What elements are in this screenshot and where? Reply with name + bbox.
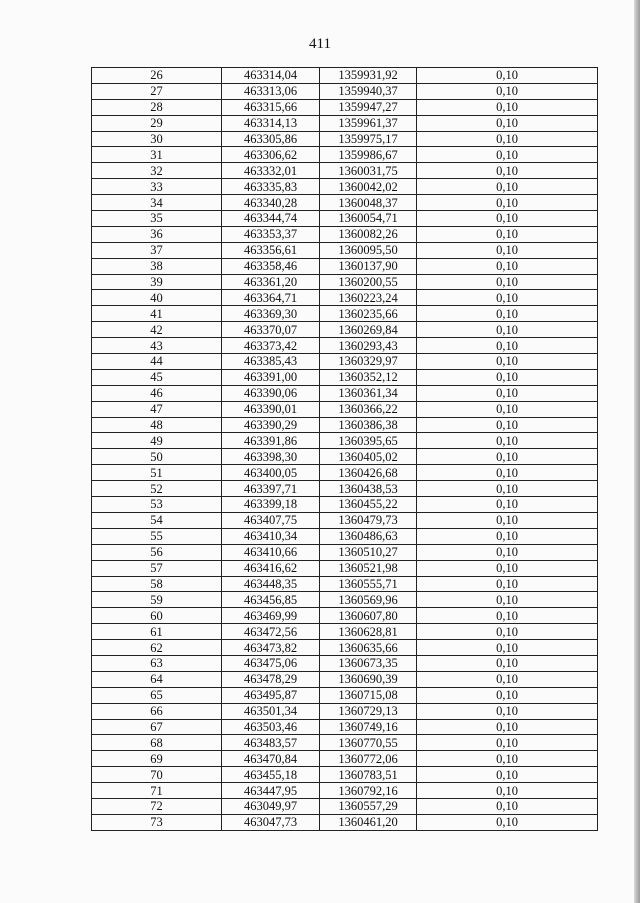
y-coordinate-cell: 1360557,29 (320, 798, 417, 814)
table-row (92, 99, 598, 115)
y-coordinate-cell: 1360395,65 (320, 433, 417, 449)
accuracy-cell: 0,10 (417, 592, 598, 608)
table-row (92, 83, 598, 99)
point-number-cell: 42 (92, 322, 222, 338)
y-coordinate-cell: 1360510,27 (320, 544, 417, 560)
accuracy-cell: 0,10 (417, 655, 598, 671)
y-coordinate-cell: 1360405,02 (320, 449, 417, 465)
y-coordinate-cell: 1360783,51 (320, 767, 417, 783)
y-coordinate-cell: 1359940,37 (320, 83, 417, 99)
point-number-cell: 47 (92, 401, 222, 417)
table-row (92, 322, 598, 338)
point-number-cell: 65 (92, 687, 222, 703)
table-row (92, 783, 598, 799)
table-row (92, 798, 598, 814)
accuracy-cell: 0,10 (417, 608, 598, 624)
accuracy-cell: 0,10 (417, 322, 598, 338)
x-coordinate-cell: 463448,35 (222, 576, 320, 592)
accuracy-cell: 0,10 (417, 783, 598, 799)
y-coordinate-cell: 1360352,12 (320, 369, 417, 385)
point-number-cell: 30 (92, 131, 222, 147)
coordinates-table (91, 67, 598, 831)
table-row (92, 385, 598, 401)
accuracy-cell: 0,10 (417, 354, 598, 370)
point-number-cell: 39 (92, 274, 222, 290)
table-row (92, 687, 598, 703)
y-coordinate-cell: 1360555,71 (320, 576, 417, 592)
y-coordinate-cell: 1360628,81 (320, 624, 417, 640)
x-coordinate-cell: 463306,62 (222, 147, 320, 163)
y-coordinate-cell: 1360770,55 (320, 735, 417, 751)
x-coordinate-cell: 463385,43 (222, 354, 320, 370)
table-row (92, 751, 598, 767)
y-coordinate-cell: 1360054,71 (320, 211, 417, 227)
y-coordinate-cell: 1360479,73 (320, 512, 417, 528)
x-coordinate-cell: 463315,66 (222, 99, 320, 115)
point-number-cell: 68 (92, 735, 222, 751)
accuracy-cell: 0,10 (417, 751, 598, 767)
x-coordinate-cell: 463335,83 (222, 179, 320, 195)
y-coordinate-cell: 1360455,22 (320, 497, 417, 513)
table-row (92, 592, 598, 608)
accuracy-cell: 0,10 (417, 242, 598, 258)
y-coordinate-cell: 1360772,06 (320, 751, 417, 767)
x-coordinate-cell: 463447,95 (222, 783, 320, 799)
x-coordinate-cell: 463455,18 (222, 767, 320, 783)
point-number-cell: 50 (92, 449, 222, 465)
y-coordinate-cell: 1360749,16 (320, 719, 417, 735)
x-coordinate-cell: 463314,13 (222, 115, 320, 131)
table-row (92, 211, 598, 227)
accuracy-cell: 0,10 (417, 512, 598, 528)
x-coordinate-cell: 463456,85 (222, 592, 320, 608)
accuracy-cell: 0,10 (417, 115, 598, 131)
x-coordinate-cell: 463047,73 (222, 814, 320, 830)
table-row (92, 68, 598, 84)
accuracy-cell: 0,10 (417, 338, 598, 354)
y-coordinate-cell: 1360792,16 (320, 783, 417, 799)
point-number-cell: 37 (92, 242, 222, 258)
x-coordinate-cell: 463397,71 (222, 481, 320, 497)
y-coordinate-cell: 1360031,75 (320, 163, 417, 179)
table-row (92, 226, 598, 242)
x-coordinate-cell: 463475,06 (222, 655, 320, 671)
accuracy-cell: 0,10 (417, 83, 598, 99)
x-coordinate-cell: 463391,86 (222, 433, 320, 449)
y-coordinate-cell: 1360569,96 (320, 592, 417, 608)
y-coordinate-cell: 1359961,37 (320, 115, 417, 131)
accuracy-cell: 0,10 (417, 226, 598, 242)
point-number-cell: 35 (92, 211, 222, 227)
accuracy-cell: 0,10 (417, 528, 598, 544)
table-row (92, 147, 598, 163)
point-number-cell: 67 (92, 719, 222, 735)
point-number-cell: 60 (92, 608, 222, 624)
accuracy-cell: 0,10 (417, 798, 598, 814)
y-coordinate-cell: 1359986,67 (320, 147, 417, 163)
table-row (92, 465, 598, 481)
x-coordinate-cell: 463332,01 (222, 163, 320, 179)
table-row (92, 290, 598, 306)
table-row (92, 544, 598, 560)
accuracy-cell: 0,10 (417, 195, 598, 211)
accuracy-cell: 0,10 (417, 163, 598, 179)
x-coordinate-cell: 463478,29 (222, 671, 320, 687)
table-row (92, 703, 598, 719)
point-number-cell: 64 (92, 671, 222, 687)
table-row (92, 401, 598, 417)
table-row (92, 433, 598, 449)
accuracy-cell: 0,10 (417, 671, 598, 687)
table-row (92, 306, 598, 322)
accuracy-cell: 0,10 (417, 735, 598, 751)
point-number-cell: 49 (92, 433, 222, 449)
point-number-cell: 44 (92, 354, 222, 370)
point-number-cell: 61 (92, 624, 222, 640)
accuracy-cell: 0,10 (417, 624, 598, 640)
table-row (92, 671, 598, 687)
x-coordinate-cell: 463501,34 (222, 703, 320, 719)
x-coordinate-cell: 463398,30 (222, 449, 320, 465)
x-coordinate-cell: 463469,99 (222, 608, 320, 624)
point-number-cell: 66 (92, 703, 222, 719)
x-coordinate-cell: 463314,04 (222, 68, 320, 84)
x-coordinate-cell: 463410,66 (222, 544, 320, 560)
x-coordinate-cell: 463353,37 (222, 226, 320, 242)
table-row (92, 369, 598, 385)
y-coordinate-cell: 1360729,13 (320, 703, 417, 719)
table-row (92, 608, 598, 624)
table-row (92, 195, 598, 211)
table-row (92, 163, 598, 179)
y-coordinate-cell: 1359947,27 (320, 99, 417, 115)
point-number-cell: 72 (92, 798, 222, 814)
point-number-cell: 28 (92, 99, 222, 115)
point-number-cell: 29 (92, 115, 222, 131)
accuracy-cell: 0,10 (417, 703, 598, 719)
x-coordinate-cell: 463390,06 (222, 385, 320, 401)
accuracy-cell: 0,10 (417, 640, 598, 656)
x-coordinate-cell: 463049,97 (222, 798, 320, 814)
table-row (92, 560, 598, 576)
point-number-cell: 70 (92, 767, 222, 783)
x-coordinate-cell: 463364,71 (222, 290, 320, 306)
y-coordinate-cell: 1360461,20 (320, 814, 417, 830)
y-coordinate-cell: 1360486,63 (320, 528, 417, 544)
accuracy-cell: 0,10 (417, 179, 598, 195)
point-number-cell: 53 (92, 497, 222, 513)
y-coordinate-cell: 1360426,68 (320, 465, 417, 481)
y-coordinate-cell: 1360042,02 (320, 179, 417, 195)
point-number-cell: 33 (92, 179, 222, 195)
y-coordinate-cell: 1360329,97 (320, 354, 417, 370)
x-coordinate-cell: 463470,84 (222, 751, 320, 767)
x-coordinate-cell: 463410,34 (222, 528, 320, 544)
y-coordinate-cell: 1360438,53 (320, 481, 417, 497)
accuracy-cell: 0,10 (417, 576, 598, 592)
x-coordinate-cell: 463473,82 (222, 640, 320, 656)
accuracy-cell: 0,10 (417, 687, 598, 703)
table-row (92, 481, 598, 497)
table-row (92, 624, 598, 640)
x-coordinate-cell: 463361,20 (222, 274, 320, 290)
accuracy-cell: 0,10 (417, 369, 598, 385)
y-coordinate-cell: 1360690,39 (320, 671, 417, 687)
table-row (92, 179, 598, 195)
point-number-cell: 34 (92, 195, 222, 211)
y-coordinate-cell: 1360137,90 (320, 258, 417, 274)
accuracy-cell: 0,10 (417, 131, 598, 147)
point-number-cell: 48 (92, 417, 222, 433)
accuracy-cell: 0,10 (417, 99, 598, 115)
y-coordinate-cell: 1359931,92 (320, 68, 417, 84)
accuracy-cell: 0,10 (417, 465, 598, 481)
x-coordinate-cell: 463483,57 (222, 735, 320, 751)
coordinates-table-body (92, 68, 598, 831)
accuracy-cell: 0,10 (417, 147, 598, 163)
table-row (92, 131, 598, 147)
accuracy-cell: 0,10 (417, 767, 598, 783)
x-coordinate-cell: 463344,74 (222, 211, 320, 227)
y-coordinate-cell: 1360082,26 (320, 226, 417, 242)
accuracy-cell: 0,10 (417, 211, 598, 227)
point-number-cell: 57 (92, 560, 222, 576)
y-coordinate-cell: 1360521,98 (320, 560, 417, 576)
point-number-cell: 56 (92, 544, 222, 560)
y-coordinate-cell: 1360635,66 (320, 640, 417, 656)
y-coordinate-cell: 1360715,08 (320, 687, 417, 703)
point-number-cell: 63 (92, 655, 222, 671)
x-coordinate-cell: 463495,87 (222, 687, 320, 703)
x-coordinate-cell: 463399,18 (222, 497, 320, 513)
accuracy-cell: 0,10 (417, 560, 598, 576)
y-coordinate-cell: 1359975,17 (320, 131, 417, 147)
accuracy-cell: 0,10 (417, 68, 598, 84)
y-coordinate-cell: 1360269,84 (320, 322, 417, 338)
table-row (92, 814, 598, 830)
y-coordinate-cell: 1360361,34 (320, 385, 417, 401)
y-coordinate-cell: 1360673,35 (320, 655, 417, 671)
accuracy-cell: 0,10 (417, 497, 598, 513)
accuracy-cell: 0,10 (417, 719, 598, 735)
accuracy-cell: 0,10 (417, 385, 598, 401)
accuracy-cell: 0,10 (417, 401, 598, 417)
page-number: 411 (309, 36, 331, 52)
table-row (92, 640, 598, 656)
accuracy-cell: 0,10 (417, 481, 598, 497)
table-row (92, 497, 598, 513)
table-row (92, 735, 598, 751)
table-row (92, 719, 598, 735)
x-coordinate-cell: 463370,07 (222, 322, 320, 338)
x-coordinate-cell: 463340,28 (222, 195, 320, 211)
table-row (92, 354, 598, 370)
table-row (92, 258, 598, 274)
accuracy-cell: 0,10 (417, 306, 598, 322)
x-coordinate-cell: 463313,06 (222, 83, 320, 99)
point-number-cell: 71 (92, 783, 222, 799)
x-coordinate-cell: 463391,00 (222, 369, 320, 385)
y-coordinate-cell: 1360235,66 (320, 306, 417, 322)
accuracy-cell: 0,10 (417, 274, 598, 290)
table-row (92, 115, 598, 131)
x-coordinate-cell: 463390,01 (222, 401, 320, 417)
y-coordinate-cell: 1360366,22 (320, 401, 417, 417)
x-coordinate-cell: 463356,61 (222, 242, 320, 258)
point-number-cell: 32 (92, 163, 222, 179)
table-row (92, 242, 598, 258)
table-row (92, 512, 598, 528)
x-coordinate-cell: 463369,30 (222, 306, 320, 322)
point-number-cell: 62 (92, 640, 222, 656)
accuracy-cell: 0,10 (417, 417, 598, 433)
x-coordinate-cell: 463373,42 (222, 338, 320, 354)
accuracy-cell: 0,10 (417, 433, 598, 449)
point-number-cell: 59 (92, 592, 222, 608)
x-coordinate-cell: 463472,56 (222, 624, 320, 640)
table-row (92, 449, 598, 465)
point-number-cell: 41 (92, 306, 222, 322)
table-row (92, 576, 598, 592)
point-number-cell: 40 (92, 290, 222, 306)
point-number-cell: 51 (92, 465, 222, 481)
y-coordinate-cell: 1360293,43 (320, 338, 417, 354)
accuracy-cell: 0,10 (417, 544, 598, 560)
y-coordinate-cell: 1360223,24 (320, 290, 417, 306)
accuracy-cell: 0,10 (417, 449, 598, 465)
page-edge-shadow (634, 0, 640, 903)
point-number-cell: 69 (92, 751, 222, 767)
point-number-cell: 54 (92, 512, 222, 528)
point-number-cell: 58 (92, 576, 222, 592)
y-coordinate-cell: 1360607,80 (320, 608, 417, 624)
table-row (92, 338, 598, 354)
x-coordinate-cell: 463416,62 (222, 560, 320, 576)
table-row (92, 417, 598, 433)
accuracy-cell: 0,10 (417, 814, 598, 830)
y-coordinate-cell: 1360386,38 (320, 417, 417, 433)
y-coordinate-cell: 1360200,55 (320, 274, 417, 290)
accuracy-cell: 0,10 (417, 258, 598, 274)
point-number-cell: 31 (92, 147, 222, 163)
y-coordinate-cell: 1360095,50 (320, 242, 417, 258)
point-number-cell: 26 (92, 68, 222, 84)
x-coordinate-cell: 463407,75 (222, 512, 320, 528)
y-coordinate-cell: 1360048,37 (320, 195, 417, 211)
accuracy-cell: 0,10 (417, 290, 598, 306)
point-number-cell: 45 (92, 369, 222, 385)
table-row (92, 274, 598, 290)
x-coordinate-cell: 463390,29 (222, 417, 320, 433)
table-row (92, 528, 598, 544)
x-coordinate-cell: 463400,05 (222, 465, 320, 481)
x-coordinate-cell: 463503,46 (222, 719, 320, 735)
x-coordinate-cell: 463358,46 (222, 258, 320, 274)
point-number-cell: 36 (92, 226, 222, 242)
point-number-cell: 43 (92, 338, 222, 354)
point-number-cell: 27 (92, 83, 222, 99)
x-coordinate-cell: 463305,86 (222, 131, 320, 147)
point-number-cell: 38 (92, 258, 222, 274)
table-row (92, 655, 598, 671)
point-number-cell: 55 (92, 528, 222, 544)
point-number-cell: 52 (92, 481, 222, 497)
point-number-cell: 46 (92, 385, 222, 401)
point-number-cell: 73 (92, 814, 222, 830)
table-row (92, 767, 598, 783)
